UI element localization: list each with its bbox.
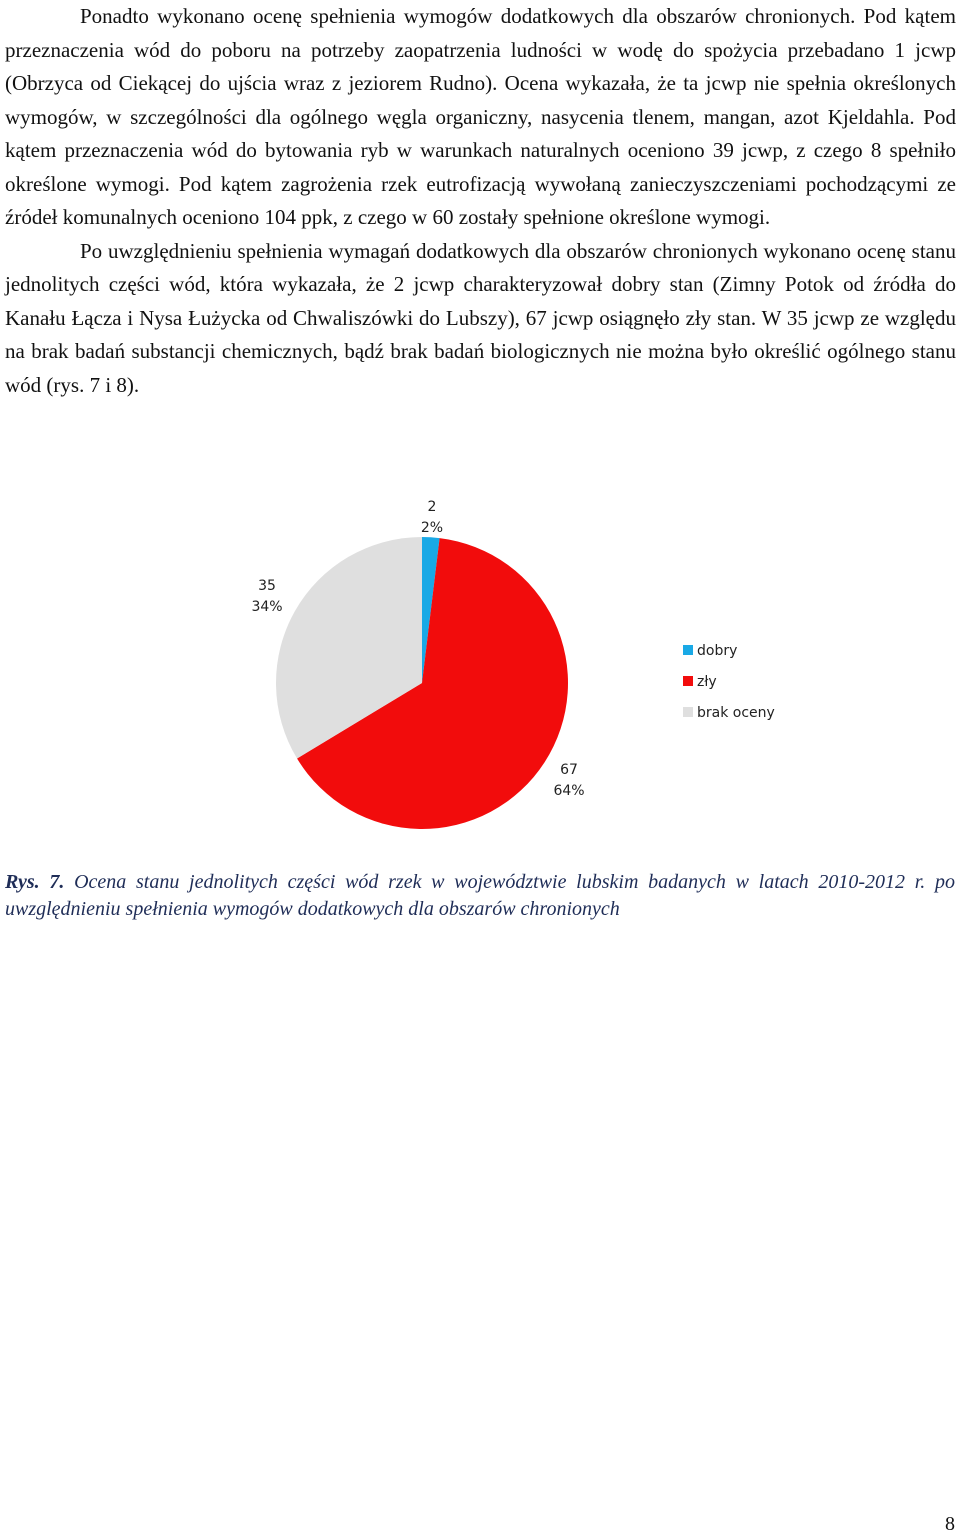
- slice-value-label-2: 35: [258, 578, 276, 594]
- legend-swatch-1: [683, 676, 693, 686]
- figure-caption: [5, 869, 955, 923]
- page-number: 8: [945, 1513, 955, 1535]
- caption-text: Ocena stanu jednolitych części wód rzek w województwie lubskim badanych w latach 2010-2012 r. po uwzględnieniu spełnienia wymogów dodatkowych dla obszarów chronionych: [5, 871, 955, 920]
- legend-swatch-2: [683, 707, 693, 717]
- paragraph-protected-areas: Ponadto wykonano ocenę spełnienia wymogów dodatkowych dla obszarów chronionych. Pod kątem przeznaczenia wód do poboru na potrzeby zaopatrzenia ludności w wodę do spożycia przebadano 1 jcwp (Obrzyca od Ciekącej do ujścia wraz z jeziorem Rudno). Ocena wykazała, że ta jcwp nie spełnia określonych wymogów, w szczególności dla ogólnego węgla organiczny, nasycenia tlenem, mangan, azot Kjeldahla. Pod kątem przeznaczenia wód do bytowania ryb w warunkach naturalnych oceniono 39 jcwp, z czego 8 spełniło określone wymogi. Pod kątem zagrożenia rzek eutrofizacją wywołaną zanieczyszczeniami pochodzącymi ze źródeł komunalnych oceniono 104 ppk, z czego w 60 zostały spełnione określone wymogi.: [5, 4, 956, 229]
- slice-value-label-0: 2: [427, 499, 437, 515]
- slice-percent-label-0: 2%: [420, 520, 444, 536]
- paragraph-overall-status: Po uwzględnieniu spełnienia wymagań dodatkowych dla obszarów chronionych wykonano ocenę stanu jednolitych części wód, która wykazała, że 2 jcwp charakteryzował dobry stan (Zimny Potok od źródła do Kanału Łącza i Nysa Łużycka od Chwaliszówki do Lubszy), 67 jcwp osiągnęło zły stan. W 35 jcwp ze względu na brak badań substancji chemicznych, bądź brak badań biologicznych nie można było określić ogólnego stanu wód (rys. 7 i 8).: [5, 238, 956, 397]
- pie-chart-svg: [0, 495, 960, 835]
- legend-label-1: zły: [697, 674, 717, 690]
- pie-chart: [0, 495, 960, 835]
- slice-value-label-1: 67: [560, 762, 578, 778]
- legend-label-0: dobry: [697, 643, 738, 659]
- slice-percent-label-1: 64%: [553, 783, 585, 799]
- page-body: [5, 0, 956, 402]
- caption-label: Rys. 7.: [5, 871, 65, 893]
- legend-label-2: brak oceny: [697, 705, 775, 721]
- legend-swatch-0: [683, 645, 693, 655]
- slice-percent-label-2: 34%: [251, 599, 283, 615]
